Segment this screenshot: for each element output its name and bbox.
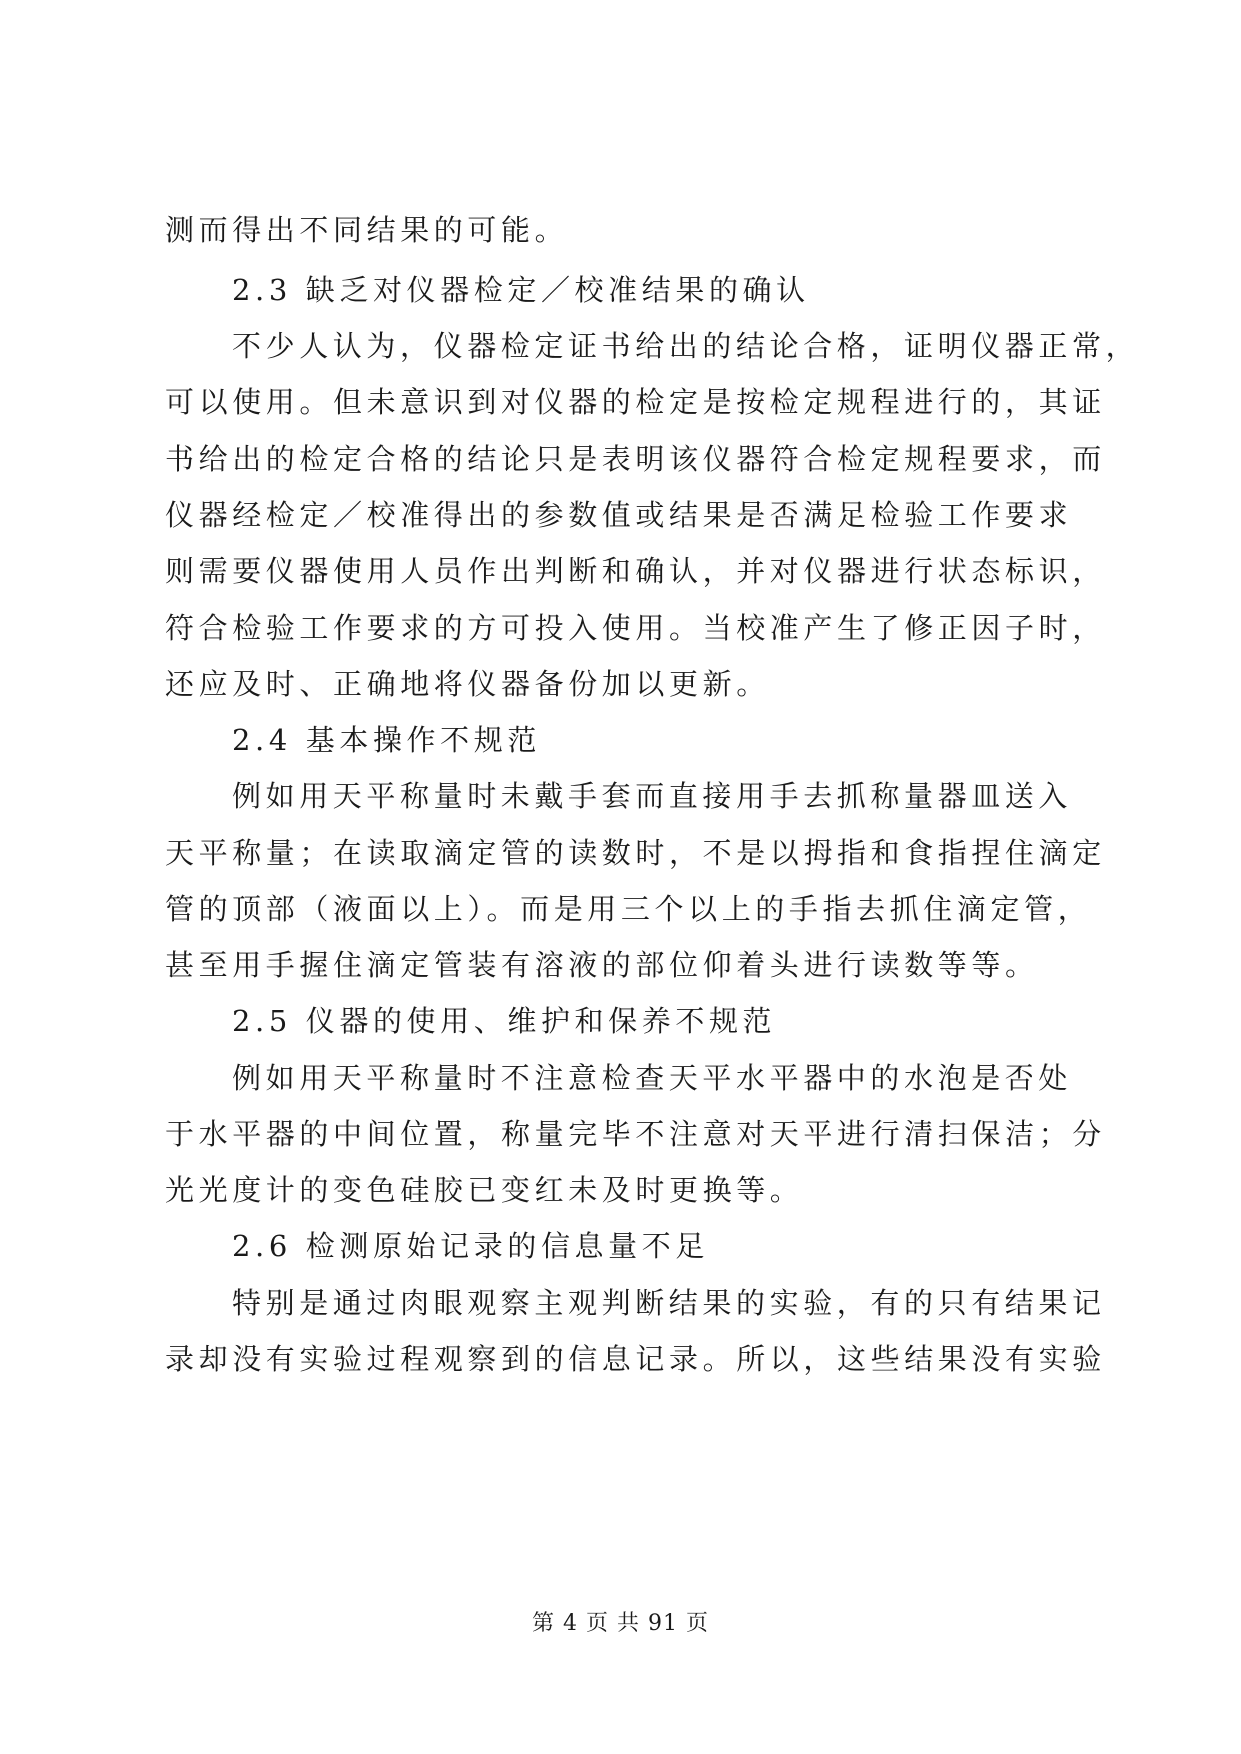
body-text-line: 例如用天平称量时未戴手套而直接用手去抓称量器皿送入 [232,779,1073,813]
body-text-line: 书给出的检定合格的结论只是表明该仪器符合检定规程要求，而 [165,442,1106,476]
body-text-line: 符合检验工作要求的方可投入使用。当校准产生了修正因子时， [165,611,1106,645]
body-text-line: 仪器经检定／校准得出的参数值或结果是否满足检验工作要求 [165,498,1073,532]
body-text-line: 天平称量；在读取滴定管的读数时，不是以拇指和食指捏住滴定 [165,836,1106,870]
body-text-line: 测而得出不同结果的可能。 [165,213,569,247]
body-text-line: 录却没有实验过程观察到的信息记录。所以，这些结果没有实验 [165,1342,1106,1376]
body-text-line: 可以使用。但未意识到对仪器的检定是按检定规程进行的，其证 [165,385,1106,419]
section-heading: 2.6 检测原始记录的信息量不足 [232,1229,709,1263]
body-text-line: 还应及时、正确地将仪器备份加以更新。 [165,667,770,701]
section-heading: 2.3 缺乏对仪器检定／校准结果的确认 [232,273,810,307]
body-text-line: 例如用天平称量时不注意检查天平水平器中的水泡是否处 [232,1061,1073,1095]
page-number-footer: 第 4 页 共 91 页 [532,1611,709,1636]
body-text-line: 光光度计的变色硅胶已变红未及时更换等。 [165,1173,804,1207]
body-text-line: 特别是通过肉眼观察主观判断结果的实验，有的只有结果记 [232,1286,1106,1320]
section-heading: 2.5 仪器的使用、维护和保养不规范 [232,1004,777,1038]
body-text-line: 不少人认为，仪器检定证书给出的结论合格，证明仪器正常， [232,329,1140,363]
body-text-line: 则需要仪器使用人员作出判断和确认，并对仪器进行状态标识， [165,554,1106,588]
section-heading: 2.4 基本操作不规范 [232,723,541,757]
body-text-line: 甚至用手握住滴定管装有溶液的部位仰着头进行读数等等。 [165,948,1039,982]
body-text-line: 管的顶部（液面以上）。而是用三个以上的手指去抓住滴定管， [165,892,1092,926]
body-text-line: 于水平器的中间位置，称量完毕不注意对天平进行清扫保洁；分 [165,1117,1106,1151]
